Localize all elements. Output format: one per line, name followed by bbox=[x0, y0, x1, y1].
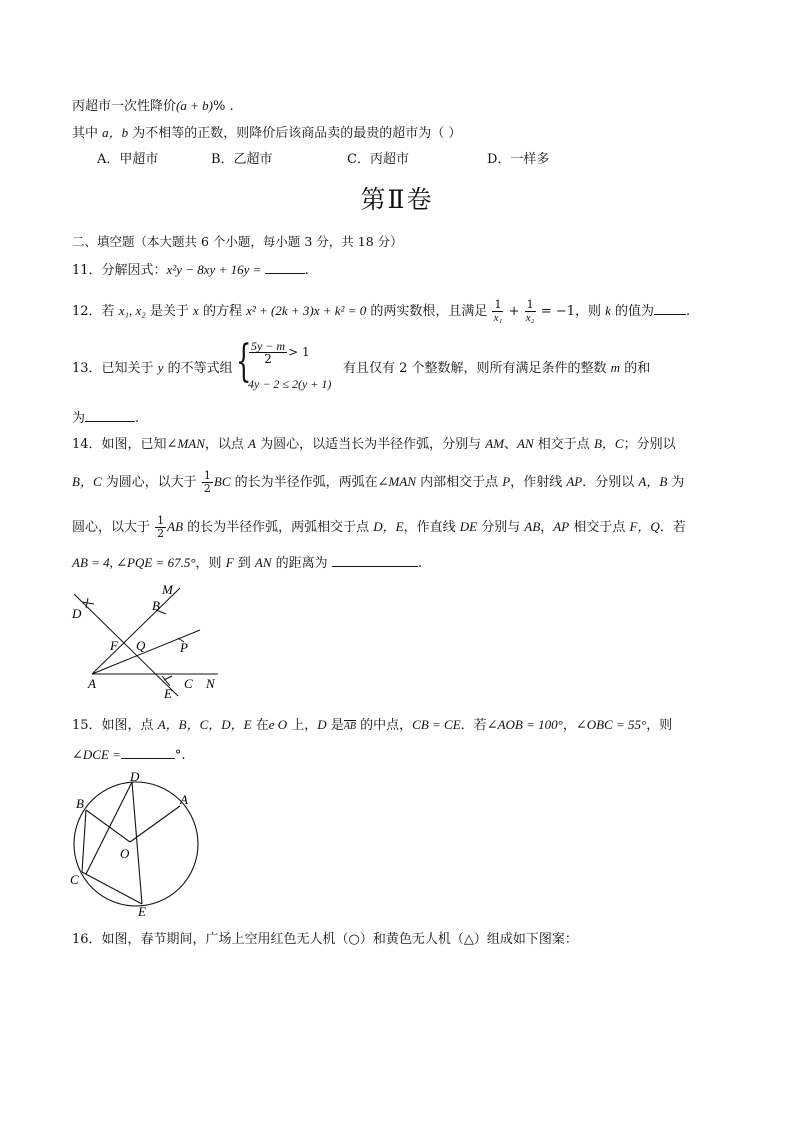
math: D，E bbox=[373, 519, 404, 534]
math: P bbox=[502, 474, 511, 489]
text-segment: 的值为 bbox=[610, 304, 655, 319]
answer-blank bbox=[332, 552, 418, 567]
label-e: E bbox=[138, 904, 146, 919]
numerator: 5y − m bbox=[251, 339, 286, 353]
answer-blank bbox=[265, 259, 305, 274]
label-q: Q bbox=[136, 638, 146, 653]
math: AB = 4, ∠PQE = 67.5° bbox=[72, 555, 196, 570]
text-segment: = −1 bbox=[536, 304, 575, 319]
math: B，C bbox=[593, 436, 624, 451]
label-o: O bbox=[120, 846, 130, 861]
label-n: N bbox=[206, 676, 215, 691]
label-e: E bbox=[164, 686, 172, 700]
question-14-line-2 bbox=[72, 470, 684, 495]
text-segment: 是 bbox=[326, 718, 344, 733]
math: AB bbox=[167, 519, 184, 534]
math: AM bbox=[485, 436, 505, 451]
text-segment: 有且仅有 2 个整数解，则所有满足条件的整数 bbox=[343, 361, 611, 376]
section-heading: 二、填空题（本大题共 6 个小题，每小题 3 分，共 18 分） bbox=[72, 234, 403, 249]
math: ∠OBC = 55° bbox=[575, 717, 647, 732]
label-d: D bbox=[72, 606, 82, 621]
math: B，C bbox=[72, 474, 102, 489]
math: BC bbox=[213, 474, 231, 489]
question-13-cont bbox=[343, 358, 650, 379]
denominator: x₂ bbox=[525, 312, 535, 324]
math-variable: y bbox=[157, 360, 164, 375]
text-segment: 上， bbox=[287, 718, 318, 733]
text-segment: + bbox=[504, 304, 524, 319]
text-segment: 的长为半径作弧，两弧相交于点 bbox=[183, 520, 374, 535]
text-segment: ，以点 bbox=[204, 437, 249, 452]
section-title: 第Ⅱ卷 bbox=[360, 185, 434, 214]
text-segment: 圆心，以大于 bbox=[72, 520, 155, 535]
text-segment: ， bbox=[540, 520, 554, 535]
text-segment: 的距离为 bbox=[271, 556, 328, 571]
option-d: D．一样多 bbox=[487, 152, 550, 167]
math-expression: x²y − 8xy + 16y = bbox=[166, 262, 265, 277]
text-segment: °. bbox=[174, 748, 186, 763]
math-arc: AB bbox=[343, 721, 357, 732]
math: ∠MAN bbox=[166, 436, 205, 451]
math: AP bbox=[566, 474, 583, 489]
label-c: C bbox=[184, 676, 193, 691]
answer-blank bbox=[121, 744, 175, 759]
math: F bbox=[225, 555, 234, 570]
text-segment: 的两实数根，且满足 bbox=[366, 304, 492, 319]
numerator: 1 bbox=[203, 469, 211, 482]
question-12 bbox=[72, 299, 690, 324]
text-segment: . bbox=[304, 263, 309, 278]
text-segment: 内部相交于点 bbox=[416, 475, 503, 490]
denominator: x₁ bbox=[493, 312, 503, 324]
math-expression: (a + b) bbox=[176, 98, 213, 113]
text-segment: 是关于 bbox=[145, 304, 194, 319]
answer-blank bbox=[654, 300, 686, 315]
label-b: B bbox=[152, 598, 160, 613]
text-line-2 bbox=[72, 123, 461, 144]
math: AB bbox=[524, 519, 541, 534]
question-13-end bbox=[72, 407, 139, 429]
text-segment: 为 bbox=[72, 411, 86, 426]
numerator: 1 bbox=[157, 514, 165, 527]
denominator: 2 bbox=[157, 527, 165, 540]
fraction bbox=[492, 299, 503, 324]
text-segment: ．若 bbox=[659, 520, 686, 535]
math: A bbox=[248, 436, 256, 451]
system-brace: { bbox=[236, 336, 252, 387]
text-segment: ，则 bbox=[646, 718, 673, 733]
math: ∠DCE = bbox=[72, 747, 121, 762]
label-c: C bbox=[70, 872, 79, 887]
math-variable: k bbox=[605, 303, 611, 318]
text-segment: 分别与 bbox=[477, 520, 525, 535]
segment-bo bbox=[86, 810, 130, 842]
fraction bbox=[155, 515, 166, 540]
inequality-1 bbox=[248, 340, 310, 365]
math: ∠AOB = 100° bbox=[486, 717, 563, 732]
question-11 bbox=[72, 259, 309, 281]
text-segment: 的方程 bbox=[198, 304, 247, 319]
text-segment: . bbox=[686, 304, 691, 319]
text-segment: ，则 bbox=[195, 556, 226, 571]
label-b: B bbox=[76, 796, 84, 811]
text-segment: % . bbox=[212, 99, 234, 114]
text-segment: ．若 bbox=[460, 718, 487, 733]
text-segment: 的和 bbox=[620, 361, 651, 376]
text-segment: 的长为半径作弧，两弧在 bbox=[230, 475, 378, 490]
text-line-1 bbox=[72, 96, 234, 117]
text-segment: 的中点， bbox=[356, 718, 413, 733]
math: AN bbox=[254, 555, 272, 570]
segment-oa bbox=[130, 806, 180, 842]
math: ∠MAN bbox=[377, 474, 416, 489]
question-15-line-1 bbox=[72, 715, 672, 737]
text-segment: ，作直线 bbox=[403, 520, 460, 535]
text-segment: 为圆心，以适当长为半径作弧，分别与 bbox=[255, 437, 486, 452]
fraction bbox=[525, 299, 536, 324]
text-segment: . bbox=[417, 556, 422, 571]
question-label: 11．分解因式： bbox=[72, 263, 167, 278]
math: AP bbox=[553, 519, 570, 534]
segment-ce bbox=[82, 872, 142, 904]
question-14-line-1 bbox=[72, 434, 676, 455]
text-segment: 为不相等的正数，则降价后该商品卖的最贵的超市为（ ） bbox=[128, 126, 462, 141]
ray-am bbox=[92, 588, 180, 674]
math: F，Q bbox=[629, 519, 660, 534]
math: e O bbox=[268, 717, 288, 732]
fraction bbox=[202, 470, 213, 495]
text-segment: 为 bbox=[667, 475, 685, 490]
math: A，B bbox=[638, 474, 668, 489]
label-m: M bbox=[162, 582, 173, 597]
text-segment: 其中 bbox=[72, 126, 103, 141]
text-segment: 到 bbox=[233, 556, 255, 571]
segment-bc bbox=[82, 810, 86, 872]
math: DE bbox=[459, 519, 478, 534]
text-segment: 14．如图，已知 bbox=[72, 437, 167, 452]
text-segment: 、 bbox=[504, 437, 518, 452]
numerator: 1 bbox=[526, 298, 534, 311]
text-segment: 12．若 bbox=[72, 304, 119, 319]
question-13 bbox=[72, 358, 233, 379]
text-segment: 15．如图，点 bbox=[72, 718, 158, 733]
fraction bbox=[249, 340, 287, 365]
label-a: A bbox=[180, 792, 188, 807]
question-14-line-4 bbox=[72, 552, 422, 574]
option-c: C．丙超市 bbox=[347, 152, 409, 167]
text-segment: 的不等式组 bbox=[163, 361, 233, 376]
text-segment: 丙超市一次性降价 bbox=[72, 99, 177, 114]
text-segment: ．分别以 bbox=[582, 475, 639, 490]
label-d: D bbox=[130, 769, 140, 784]
numerator: 1 bbox=[494, 298, 502, 311]
math: D bbox=[317, 717, 327, 732]
label-p: P bbox=[180, 640, 188, 655]
answer-blank bbox=[85, 407, 135, 422]
label-a: A bbox=[88, 676, 96, 691]
math-equation: x² + (2k + 3)x + k² = 0 bbox=[246, 303, 367, 318]
text-segment: 13．已知关于 bbox=[72, 361, 158, 376]
math: AN bbox=[517, 436, 534, 451]
math-variables: a，b bbox=[102, 125, 129, 140]
question-16: 16．如图，春节期间，广场上空用红色无人机（○）和黄色无人机（△）组成如下图案： bbox=[72, 932, 578, 947]
text-segment: > 1 bbox=[288, 345, 310, 359]
option-b: B．乙超市 bbox=[211, 152, 273, 167]
text-segment: ，则 bbox=[574, 304, 606, 319]
math: A，B，C，D，E bbox=[157, 717, 252, 732]
figure-14 bbox=[68, 580, 228, 700]
denominator: 2 bbox=[203, 482, 211, 495]
math: CB = CE bbox=[412, 717, 461, 732]
figure-15 bbox=[62, 768, 212, 920]
denominator: 2 bbox=[264, 352, 272, 366]
text-segment: ；分别以 bbox=[623, 437, 676, 452]
text-segment: . bbox=[135, 411, 140, 426]
option-a: A．甲超市 bbox=[97, 152, 159, 167]
text-segment: 相交于点 bbox=[569, 520, 630, 535]
label-f: F bbox=[110, 638, 118, 653]
math-variable: m bbox=[610, 360, 621, 375]
text-segment: 为圆心，以大于 bbox=[101, 475, 201, 490]
text-segment: ， bbox=[562, 718, 576, 733]
text-segment: ，作射线 bbox=[510, 475, 567, 490]
text-segment: 相交于点 bbox=[533, 437, 594, 452]
math-variables: x₁, x₂ bbox=[118, 303, 146, 318]
text-segment: 在 bbox=[251, 718, 269, 733]
question-14-line-3 bbox=[72, 515, 686, 540]
segment-de bbox=[132, 782, 142, 904]
math-variable: x bbox=[193, 303, 199, 318]
inequality-2: 4y − 2 ≤ 2(y + 1) bbox=[248, 377, 332, 391]
question-15-line-2 bbox=[72, 744, 186, 766]
